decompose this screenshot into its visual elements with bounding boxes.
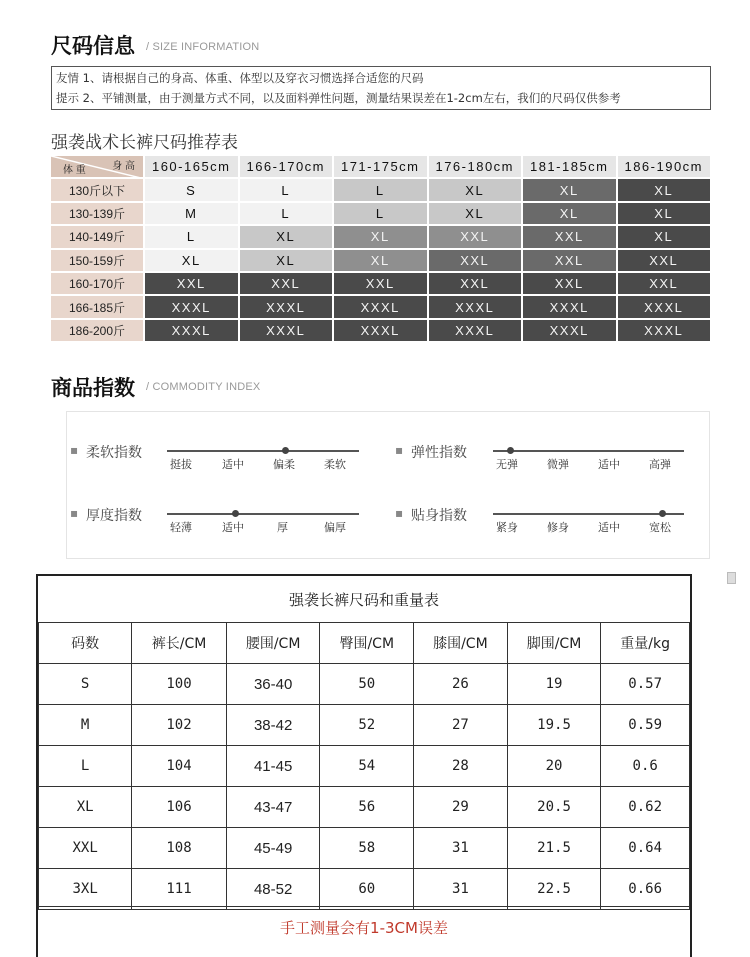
recommended-size-cell: XXL <box>523 273 618 296</box>
recommended-size-cell: XXL <box>618 250 713 273</box>
recommended-size-cell: XL <box>145 250 240 273</box>
size-chart-cell: 60 <box>320 869 414 910</box>
size-info-subtitle: / SIZE INFORMATION <box>146 41 260 53</box>
index-track <box>493 513 684 515</box>
recommend-row <box>51 273 712 296</box>
size-chart-cell: 31 <box>414 869 508 910</box>
index-option: 微弹 <box>547 458 569 471</box>
weight-cell: 160-170斤 <box>51 273 145 296</box>
index-option: 无弹 <box>496 458 518 471</box>
size-chart-cell: 48-52 <box>226 869 320 910</box>
recommend-table-caption: 强袭战术长裤尺码推荐表 <box>51 133 238 153</box>
size-chart-cell: 22.5 <box>507 869 601 910</box>
recommend-corner-cell <box>51 156 145 179</box>
recommended-size-cell: L <box>240 179 335 202</box>
size-chart-row <box>39 787 690 828</box>
recommended-size-cell: XXL <box>618 273 713 296</box>
recommended-size-cell: XXXL <box>429 320 524 343</box>
size-chart-cell: 26 <box>414 664 508 705</box>
size-chart-cell: 0.6 <box>601 746 690 787</box>
size-chart-cell: 58 <box>320 828 414 869</box>
size-chart-cell: 43-47 <box>226 787 320 828</box>
recommended-size-cell: XXL <box>240 273 335 296</box>
size-chart-cell: 29 <box>414 787 508 828</box>
size-chart-cell: 19 <box>507 664 601 705</box>
size-notice-line-2: 提示 2、平铺测量，由于测量方式不同，以及面料弹性问题，测量结果误差在1-2cm左右，我们的尺码仅供参考 <box>56 91 621 105</box>
recommend-row <box>51 296 712 319</box>
size-chart-cell: 21.5 <box>507 828 601 869</box>
recommended-size-cell: XXXL <box>145 296 240 319</box>
index-label: 柔软指数 <box>86 445 142 461</box>
height-header: 166-170cm <box>240 156 335 179</box>
size-chart-row <box>39 664 690 705</box>
recommend-row <box>51 203 712 226</box>
index-bullet-icon: ▪ <box>70 506 79 520</box>
corner-height-label: 身 高 <box>112 161 135 172</box>
index-option: 柔软 <box>324 458 346 471</box>
index-option: 适中 <box>598 521 620 534</box>
recommended-size-cell: XXL <box>145 273 240 296</box>
size-chart-cell: 45-49 <box>226 828 320 869</box>
size-chart-cell: 28 <box>414 746 508 787</box>
size-chart-cell: S <box>39 664 132 705</box>
size-chart-row <box>39 705 690 746</box>
recommend-row <box>51 179 712 202</box>
size-chart-cell: L <box>39 746 132 787</box>
size-chart-cell: 50 <box>320 664 414 705</box>
size-chart-title: 强袭长裤尺码和重量表 <box>288 590 439 609</box>
size-chart-header-cell: 膝围/CM <box>414 623 508 664</box>
size-chart-cell: 19.5 <box>507 705 601 746</box>
size-chart-row <box>39 828 690 869</box>
commodity-index-subtitle: / COMMODITY INDEX <box>146 381 261 393</box>
size-chart-header-cell: 码数 <box>39 623 132 664</box>
recommended-size-cell: L <box>334 203 429 226</box>
size-chart-cell: 3XL <box>39 869 132 910</box>
size-chart-cell: 56 <box>320 787 414 828</box>
height-header: 181-185cm <box>523 156 618 179</box>
size-chart-cell: 20 <box>507 746 601 787</box>
recommended-size-cell: XXXL <box>429 296 524 319</box>
index-option: 厚 <box>277 521 288 534</box>
size-chart-cell: 108 <box>132 828 227 869</box>
size-recommend-table <box>51 156 712 343</box>
size-info-title: 尺码信息 <box>51 34 135 58</box>
commodity-index-title: 商品指数 <box>51 376 135 400</box>
recommended-size-cell: XXXL <box>334 296 429 319</box>
measurement-error-note: 手工测量会有1-3CM误差 <box>38 906 690 947</box>
height-header: 171-175cm <box>334 156 429 179</box>
recommended-size-cell: XXXL <box>145 320 240 343</box>
recommended-size-cell: XXXL <box>523 296 618 319</box>
recommend-header-row <box>51 156 712 179</box>
recommended-size-cell: XXL <box>523 226 618 249</box>
index-bullet-icon: ▪ <box>70 443 79 457</box>
size-chart-cell: 41-45 <box>226 746 320 787</box>
size-chart-cell: 106 <box>132 787 227 828</box>
size-chart-row <box>39 869 690 910</box>
index-marker <box>659 510 666 517</box>
recommended-size-cell: XXL <box>429 273 524 296</box>
index-track <box>493 450 684 452</box>
size-chart-cell: 0.64 <box>601 828 690 869</box>
recommended-size-cell: XL <box>334 250 429 273</box>
size-chart-cell: XXL <box>39 828 132 869</box>
size-chart-table <box>38 622 690 910</box>
recommended-size-cell: XL <box>523 203 618 226</box>
corner-weight-label: 体 重 <box>63 165 86 177</box>
weight-cell: 140-149斤 <box>51 226 145 249</box>
index-label: 厚度指数 <box>86 508 142 524</box>
recommended-size-cell: M <box>145 203 240 226</box>
index-option: 偏柔 <box>273 458 295 471</box>
index-option: 适中 <box>222 521 244 534</box>
index-option: 适中 <box>222 458 244 471</box>
size-chart-cell: 102 <box>132 705 227 746</box>
recommend-row <box>51 250 712 273</box>
size-chart-cell: 0.57 <box>601 664 690 705</box>
index-marker <box>282 447 289 454</box>
size-chart-cell: M <box>39 705 132 746</box>
size-chart-cell: 38-42 <box>226 705 320 746</box>
recommend-row <box>51 320 712 343</box>
index-track <box>167 450 359 452</box>
recommended-size-cell: L <box>334 179 429 202</box>
recommended-size-cell: XXXL <box>523 320 618 343</box>
recommended-size-cell: XXXL <box>618 320 713 343</box>
recommended-size-cell: XL <box>523 179 618 202</box>
size-chart-cell: 52 <box>320 705 414 746</box>
size-chart-header-row <box>39 623 690 664</box>
recommended-size-cell: XXL <box>429 250 524 273</box>
size-chart-header-cell: 重量/kg <box>601 623 690 664</box>
size-chart-cell: 0.66 <box>601 869 690 910</box>
recommend-row <box>51 226 712 249</box>
recommended-size-cell: XL <box>429 179 524 202</box>
index-option: 宽松 <box>649 521 671 534</box>
recommended-size-cell: XXXL <box>334 320 429 343</box>
weight-cell: 130斤以下 <box>51 179 145 202</box>
index-track <box>167 513 359 515</box>
commodity-index-panel <box>66 411 710 559</box>
index-option: 挺拔 <box>170 458 192 471</box>
size-chart-cell: 36-40 <box>226 664 320 705</box>
recommended-size-cell: XL <box>240 226 335 249</box>
size-chart-cell: XL <box>39 787 132 828</box>
index-marker <box>232 510 239 517</box>
size-chart-header-cell: 腰围/CM <box>226 623 320 664</box>
recommended-size-cell: XXXL <box>618 296 713 319</box>
recommended-size-cell: XXXL <box>240 296 335 319</box>
index-option: 紧身 <box>496 521 518 534</box>
height-header: 176-180cm <box>429 156 524 179</box>
recommended-size-cell: XXL <box>429 226 524 249</box>
size-chart-cell: 54 <box>320 746 414 787</box>
size-chart-row <box>39 746 690 787</box>
size-weight-chart <box>36 574 692 957</box>
index-bullet-icon: ▪ <box>395 506 404 520</box>
size-chart-cell: 0.59 <box>601 705 690 746</box>
recommended-size-cell: S <box>145 179 240 202</box>
weight-cell: 186-200斤 <box>51 320 145 343</box>
weight-cell: 166-185斤 <box>51 296 145 319</box>
size-chart-cell: 20.5 <box>507 787 601 828</box>
recommended-size-cell: XL <box>240 250 335 273</box>
recommended-size-cell: XXL <box>523 250 618 273</box>
size-chart-cell: 27 <box>414 705 508 746</box>
weight-cell: 130-139斤 <box>51 203 145 226</box>
size-chart-cell: 0.62 <box>601 787 690 828</box>
size-chart-header-cell: 裤长/CM <box>132 623 227 664</box>
size-notice-line-1: 友情 1、请根据自己的身高、体重、体型以及穿衣习惯选择合适您的尺码 <box>56 71 424 85</box>
index-option: 偏厚 <box>324 521 346 534</box>
recommended-size-cell: XXXL <box>240 320 335 343</box>
recommended-size-cell: XL <box>334 226 429 249</box>
recommended-size-cell: L <box>240 203 335 226</box>
recommended-size-cell: L <box>145 226 240 249</box>
size-chart-cell: 100 <box>132 664 227 705</box>
size-chart-cell: 104 <box>132 746 227 787</box>
size-chart-header-cell: 脚围/CM <box>507 623 601 664</box>
weight-cell: 150-159斤 <box>51 250 145 273</box>
recommended-size-cell: XL <box>618 179 713 202</box>
height-header: 160-165cm <box>145 156 240 179</box>
recommended-size-cell: XL <box>429 203 524 226</box>
index-option: 轻薄 <box>170 521 192 534</box>
index-option: 高弹 <box>649 458 671 471</box>
size-chart-header-cell: 臀围/CM <box>320 623 414 664</box>
index-bullet-icon: ▪ <box>395 443 404 457</box>
index-option: 修身 <box>547 521 569 534</box>
index-label: 贴身指数 <box>411 508 467 524</box>
index-option: 适中 <box>598 458 620 471</box>
size-chart-cell: 31 <box>414 828 508 869</box>
size-chart-cell: 111 <box>132 869 227 910</box>
height-header: 186-190cm <box>618 156 713 179</box>
recommended-size-cell: XL <box>618 203 713 226</box>
index-label: 弹性指数 <box>411 445 467 461</box>
recommended-size-cell: XXL <box>334 273 429 296</box>
recommended-size-cell: XL <box>618 226 713 249</box>
size-notice-box <box>51 66 711 110</box>
index-marker <box>507 447 514 454</box>
scrollbar-stub[interactable] <box>727 572 736 584</box>
